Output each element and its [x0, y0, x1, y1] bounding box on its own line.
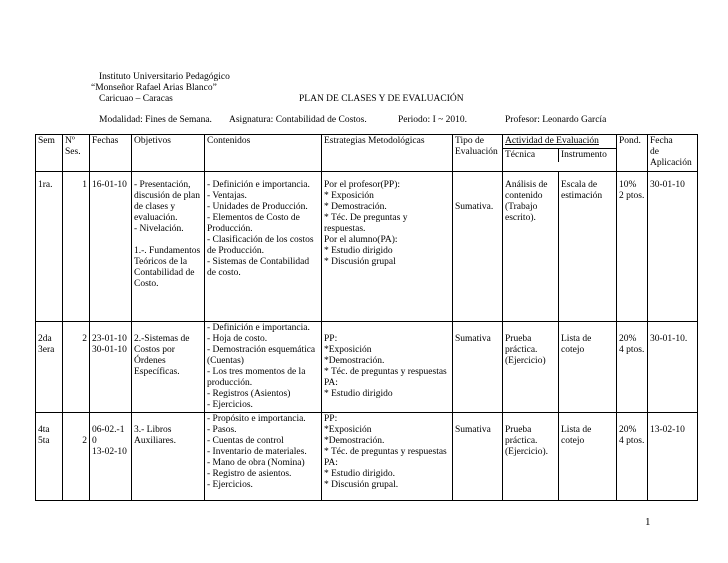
cell-n-ses: 2: [63, 322, 90, 413]
cell-tipo: Sumativa: [453, 413, 503, 501]
col-instrumento: Instrumento: [561, 150, 607, 160]
cell-objetivos: - Presentación, discusión de plan de clases y evaluación. - Nivelación. 1.-. Fundamentos Teóricos de la Contabilidad de Costo.: [132, 172, 205, 322]
col-tecnica: Técnica: [503, 149, 559, 162]
cell-pond: 20% 4 ptos.: [617, 322, 648, 413]
col-objetivos: Objetivos: [132, 135, 205, 172]
cell-fechas: 23-01-10 30-01-10: [90, 322, 132, 413]
cell-estrategias: PP: *Exposición *Demostración. * Téc. de preguntas y respuestas PA: * Estudio dirigido. * Discusión grupal.: [322, 413, 453, 501]
institute-name: Instituto Universitario Pedagógico: [99, 72, 230, 82]
page-number: 1: [645, 516, 651, 528]
cell-sem: 1ra.: [36, 172, 63, 322]
cell-tecnica: Análisis de contenido (Trabajo escrito).: [503, 172, 559, 322]
professor: Profesor: Leonardo García: [505, 115, 607, 125]
subject: Asignatura: Contabilidad de Costos.: [229, 115, 367, 125]
cell-pond: 10% 2 ptos.: [617, 172, 648, 322]
cell-pond: 20% 4 ptos.: [617, 413, 648, 501]
document-title: PLAN DE CLASES Y DE EVALUACIÓN: [299, 94, 464, 104]
col-estrategias: Estrategias Metodológicas: [322, 135, 453, 172]
cell-contenidos: - Propósito e importancia. - Pasos. - Cuentas de control - Inventario de materiales. - Mano de obra (Nomina) - Registro de asientos. - Ejercicios.: [205, 413, 322, 501]
institute-location: Caricuao – Caracas: [99, 94, 173, 104]
cell-fechas: 06-02.-1 0 13-02-10: [90, 413, 132, 501]
cell-tipo: Sumativa.: [453, 172, 503, 322]
institute-honoree: “Monseñor Rafael Arias Blanco”: [91, 83, 217, 93]
cell-instrumento: Escala de estimación: [559, 172, 617, 322]
cell-tipo: Sumativa: [453, 322, 503, 413]
cell-tecnica: Prueba práctica. (Ejercicio): [503, 322, 559, 413]
period: Periodo: I ~ 2010.: [398, 115, 467, 125]
cell-fechas: 16-01-10: [90, 172, 132, 322]
col-contenidos: Contenidos: [205, 135, 322, 172]
col-fecha-aplicacion: Fecha de Aplicación: [648, 135, 698, 172]
col-n-ses: Nº Ses.: [63, 135, 90, 172]
cell-estrategias: PP: *Exposición *Demostración. * Téc. de preguntas y respuestas PA: * Estudio dirigido: [322, 322, 453, 413]
cell-contenidos: - Definición e importancia. - Hoja de costo. - Demostración esquemática (Cuentas) - Los tres momentos de la producción. - Registros (Asientos) - Ejercicios.: [205, 322, 322, 413]
cell-instrumento: Lista de cotejo: [559, 322, 617, 413]
cell-objetivos: 2.-Sistemas de Costos por Órdenes Específicas.: [132, 322, 205, 413]
plan-table: [35, 134, 698, 501]
table-row: [36, 413, 698, 501]
cell-n-ses: 2: [63, 413, 90, 501]
modality: Modalidad: Fines de Semana.: [99, 115, 212, 125]
cell-n-ses: 1: [63, 172, 90, 322]
cell-sem: 4ta 5ta: [36, 413, 63, 501]
col-tipo: Tipo de Evaluación: [453, 135, 503, 172]
cell-contenidos: - Definición e importancia. - Ventajas. - Unidades de Producción. - Elementos de Costo de Producción. - Clasificación de los costos de Producción. - Sistemas de Contabilidad de costo.: [205, 172, 322, 322]
table-row: [36, 172, 698, 322]
cell-objetivos: 3.- Libros Auxiliares.: [132, 413, 205, 501]
col-actividad-label: Actividad de Evaluación: [503, 135, 616, 149]
cell-fecha-aplicacion: 30-01-10.: [648, 322, 698, 413]
cell-instrumento: Lista de cotejo: [559, 413, 617, 501]
cell-tecnica: Prueba práctica. (Ejercicio).: [503, 413, 559, 501]
col-pond: Pond.: [617, 135, 648, 172]
table-header-row: [36, 135, 698, 172]
cell-fecha-aplicacion: 30-01-10: [648, 172, 698, 322]
cell-estrategias: Por el profesor(PP): * Exposición * Demostración. * Téc. De preguntas y respuestas. Por el alumno(PA): * Estudio dirigido * Discusión grupal: [322, 172, 453, 322]
col-actividad: [503, 135, 617, 172]
col-sem: Sem: [36, 135, 63, 172]
cell-sem: 2da 3era: [36, 322, 63, 413]
cell-fecha-aplicacion: 13-02-10: [648, 413, 698, 501]
table-row: [36, 322, 698, 413]
col-fechas: Fechas: [90, 135, 132, 172]
